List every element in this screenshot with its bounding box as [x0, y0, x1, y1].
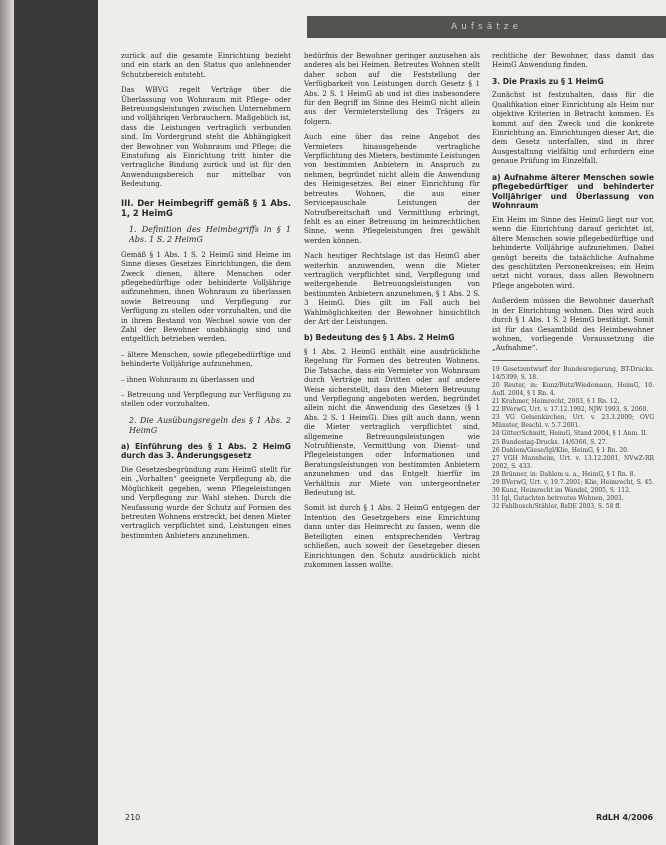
paragraph: § 1 Abs. 2 HeimG enthält eine ausdrückliche Regelung für Formen des betreuten Wohnens. Die Tatsache, dass ein Vermieter von Wohnraum durch Verträge mit Dritten oder auf andere Weise sicherstellt, dass den Mietern Betreuung und Verpflegung angeboten werden, begründet allein nicht die Anwendung des Gesetzes (§ 1 Abs. 2 S. 1 HeimG). Dies gilt auch dann, wenn die Mieter vertraglich verpflichtet sind, allgemeine Betreuungsleistungen wie Notrufdienste, Vermittlung von Dienst- und Pflegeleistungen oder Informationen und Beratungsleistungen von bestimmten Anbietern anzunehmen und das Entgelt hierfür im Verhältnis zur Miete von untergeordneter Bedeutung ist. [304, 347, 480, 498]
paragraph: Ein Heim im Sinne des HeimG liegt nur vor, wenn die Einrichtung darauf gerichtet ist, ältere Menschen sowie pflegebedürftige und behinderte Volljährige aufzunehmen. Dabei genügt bereits die tatsächliche Aufnahme des geschützten Personenkreises; ein Heim setzt nicht voraus, dass allen Bewohnern Pflege angeboten wird. [492, 216, 654, 290]
footnote: 29 BVerwG, Urt. v. 19.7.2001; Klie, Heimrecht, S. 45. [492, 479, 654, 487]
page-number: 210 [125, 813, 141, 822]
footnote: 23 VG Gelsenkirchen, Urt. v. 23.3.2000; OVG Münster, Beschl. v. 5.7.2001. [492, 414, 654, 430]
paragraph: Somit ist durch § 1 Abs. 2 HeimG entgegen der Intention des Gesetzgebers eine Einrichtung dann unter das Heimrecht zu fassen, wenn die Beteiligten einen entsprechenden Vertrag schließen, auch soweit der Gesetzgeber diesen Einrichtungen den Schutz ausdrücklich nicht zukommen lassen wollte. [304, 504, 480, 569]
column-middle [304, 52, 480, 576]
section-header: Aufsätze [307, 16, 666, 38]
list-item: – Betreuung und Verpflegung zur Verfügung zu stellen oder vorzuhalten. [121, 390, 291, 409]
footnote: 21 Krahmer, Heimrecht, 2003, § 1 Rn. 12. [492, 398, 620, 406]
subsection-heading: 2. Die Ausübungsregeln des § 1 Abs. 2 HeimG [129, 415, 291, 435]
subheading: a) Einführung des § 1 Abs. 2 HeimG durch das 3. Änderungsgesetz [121, 441, 291, 461]
column-left [121, 52, 291, 547]
list-item: – ältere Menschen, sowie pflegebedürftige und behinderte Volljährige aufzunehmen, [121, 350, 291, 369]
footnote: 26 Dahlem/Giese/Igl/Klie, HeimG, § 1 Rn. 20. [492, 446, 629, 454]
footnote: 19 Gesetzentwurf der Bundesregierung, BT-Drucks. 14/5399, S. 18. [492, 365, 654, 381]
footnote: 25 Bundestag-Drucks. 14/6366, S. 27. [492, 438, 608, 446]
paragraph: Zunächst ist festzuhalten, dass für die Qualifikation einer Einrichtung als Heim nur objektive Kriterien in Betracht kommen. Es kommt auf den Zweck und die konkrete Einrichtung an. Einrichtungen dieser Art, die dem Gesetz unterfallen, sind in ihrer Ausgestaltung vielfältig und erfordern eine genaue Prüfung im Einzelfall. [492, 91, 654, 166]
subsection-heading: 1. Definition des Heimbegriffs in § 1 Abs. 1 S. 2 HeimG [129, 224, 291, 244]
footnote-divider [492, 360, 552, 361]
paragraph: Nach heutiger Rechtslage ist das HeimG aber weiterhin anzuwenden, wenn die Mieter vertraglich verpflichtet sind, Verpflegung und weitergehende Betreuungsleistungen von bestimmten Anbietern anzunehmen, § 1 Abs. 2 S. 3 HeimG. Dies gilt im Fall auch bei Wahlmöglichkeiten der Bewohner hinsichtlich der Art der Leistungen. [304, 252, 480, 326]
book-gutter [0, 0, 14, 845]
footnote: 31 Igl, Gutachten betreutes Wohnen, 2003. [492, 495, 624, 503]
subheading: b) Bedeutung des § 1 Abs. 2 HeimG [304, 333, 455, 343]
footnote: 32 Fahlbusch/Stähler, RsDE 2003, S. 58 ff. [492, 503, 622, 511]
paragraph: zurück auf die gesamte Einrichtung bezieht und ein stark an den Status quo anlehnender Schutzbereich entsteht. [121, 52, 291, 79]
footnote: 24 Gitter/Schmitt, HeimG, Stand 2004, § 1 Anm. II. [492, 430, 648, 438]
section-heading: III. Der Heimbegriff gemäß § 1 Abs. 1, 2 HeimG [121, 197, 291, 219]
paragraph: bedürfnis der Bewohner geringer anzusehen als anderes als bei Heimen. Betreutes Wohnen stellt daher schon auf die Feststellung der Verfügbarkeit von Leistungen durch Gesetz § 1 Abs. 2 S. 1 HeimG ab und ist dies insbesondere für den Begriff im Sinne des HeimG nicht allein aus der Vermieterstellung des Trägers zu folgern. [304, 52, 480, 126]
subheading: 3. Die Praxis zu § 1 HeimG [492, 76, 604, 86]
journal-issue: RdLH 4/2006 [596, 813, 654, 822]
paragraph: rechtliche der Bewohner, dass damit das HeimG Anwendung finden. [492, 52, 654, 70]
paragraph: Die Gesetzesbegründung zum HeimG stellt für ein „Vorhalten“ geeignete Verpflegung ab, die Möglichkeit gegeben, wenn Pflegeleistungen und Verpflegung zur Wahl stehen. Durch die Neufassung wurde der Schutz auf Formen des betreuten Wohnens erstreckt, bei denen Mieter vertraglich verpflichtet sind, Leistungen eines bestimmten Anbieters anzunehmen. [121, 465, 291, 540]
document-page [98, 0, 666, 845]
paragraph: Außerdem müssen die Bewohner dauerhaft in der Einrichtung wohnen. Dies wird auch durch § 1 Abs. 1 S. 2 HeimG bestätigt. Somit ist für das Gesamtbild des Heimbewohner wohnen, vorliegende Voraussetzung die „Aufnahme“. [492, 297, 654, 353]
subheading: a) Aufnahme älterer Menschen sowie pflegebedürftiger und behinderter Volljähriger und Überlassung von Wohnraum [492, 172, 654, 211]
footnote: 20 Reuter, in: Kunz/Butz/Wiedemann, HeimG, 10. Aufl. 2004, § 1 Rn. 4. [492, 381, 654, 397]
paragraph: Gemäß § 1 Abs. 1 S. 2 HeimG sind Heime im Sinne dieses Gesetzes Einrichtungen, die dem Zweck dienen, ältere Menschen oder pflegebedürftige oder behinderte Volljährige aufzunehmen, ihnen Wohnraum zu überlassen sowie Betreuung und Verpflegung zur Verfügung zu stellen oder vorzuhalten, und die in ihrem Bestand von Wechsel sowie von der Zahl der Bewohner unabhängig sind und entgeltlich betrieben werden. [121, 250, 291, 344]
paragraph: Das WBVG regelt Verträge über die Überlassung von Wohnraum mit Pflege- oder Betreuungsleistungen zwischen Unternehmern und volljährigen Verbrauchern. Maßgeblich ist, dass die Leistungen vertraglich verbunden sind. Im Vordergrund steht die Abhängigkeit der Bewohner von Wohnraum und Pflege; die Einstufung als Einrichtung tritt hinter die vertragliche Bindung zurück und ist für den Anwendungsbereich nur mittelbar von Bedeutung. [121, 86, 291, 189]
column-right [492, 52, 654, 511]
footnote: 27 VGH Mannheim, Urt. v. 13.12.2001, NVwZ-RR 2002, S. 433. [492, 454, 654, 470]
list-item: – ihnen Wohnraum zu überlassen und [121, 375, 255, 384]
footnote: 22 BVerwG, Urt. v. 17.12.1992, NJW 1993, S. 2060. [492, 406, 649, 414]
paragraph: Auch eine über das reine Angebot des Vermieters hinausgehende vertragliche Verpflichtung des Mieters, bestimmte Leistungen von bestimmten Anbietern in Anspruch zu nehmen, begründet nicht allein die Anwendung des Heimgesetzes. Bei einer Einrichtung für betreutes Wohnen, die aus einer Servicepauschale Leistungen der Notrufbereitschaft und Vermittlung erbringt, fehlt es an einer Betreuung im heimrechtlichen Sinne, wenn Pflegeleistungen frei gewählt werden können. [304, 133, 480, 245]
footnote: 28 Brünner, in: Dahlem u. a., HeimG, § 1 Rn. 8. [492, 470, 636, 478]
footnote: 30 Kunz, Heimrecht im Wandel, 2005, S. 112. [492, 487, 631, 495]
